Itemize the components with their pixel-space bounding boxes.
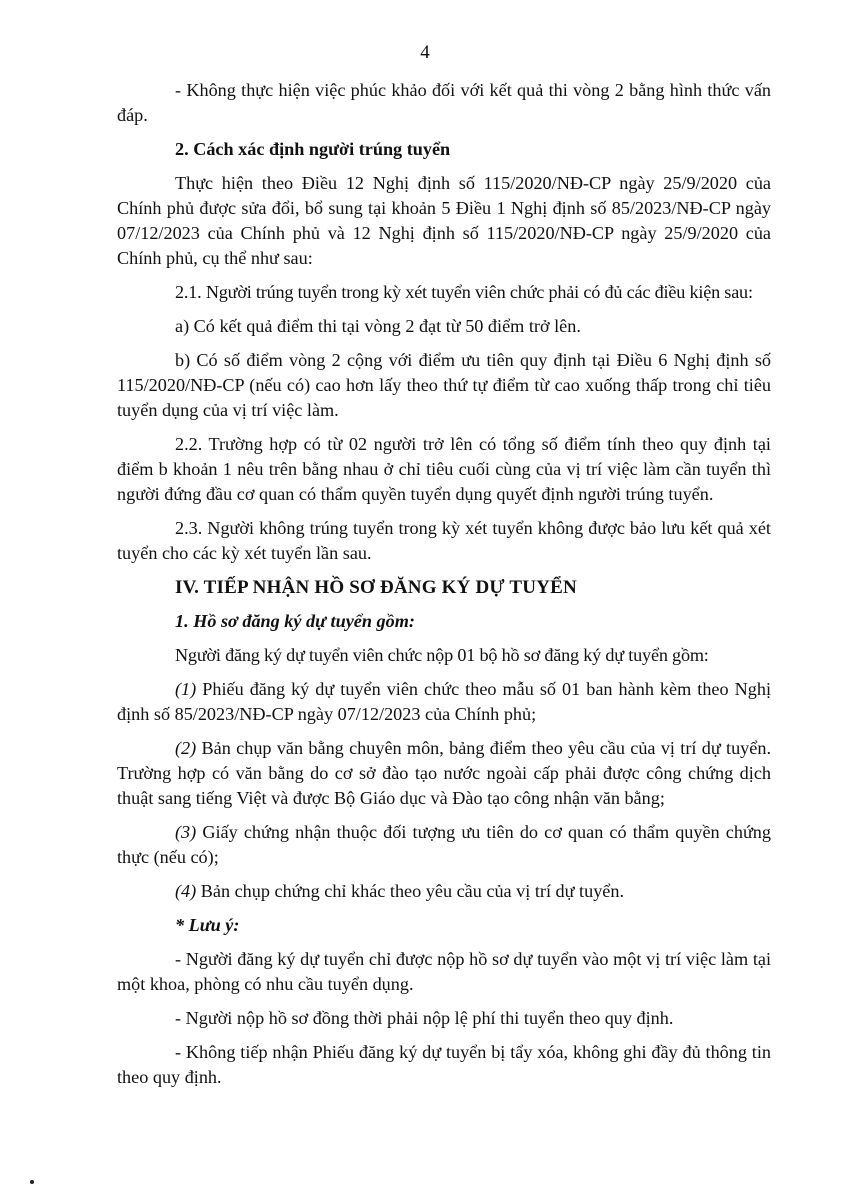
heading-application-docs: 1. Hồ sơ đăng ký dự tuyển gồm: xyxy=(175,611,415,631)
heading-section-iv: IV. TIẾP NHẬN HỒ SƠ ĐĂNG KÝ DỰ TUYỂN xyxy=(175,577,577,598)
list-item-4-text: Bản chụp chứng chỉ khác theo yêu cầu của vị trí dự tuyển. xyxy=(196,881,625,901)
paragraph-2-3: 2.3. Người không trúng tuyển trong kỳ xét tuyển không được bảo lưu kết quả xét tuyển cho các kỳ xét tuyển lần sau. xyxy=(117,518,771,563)
paragraph-legal-basis: Thực hiện theo Điều 12 Nghị định số 115/2020/NĐ-CP ngày 25/9/2020 của Chính phủ được sửa đổi, bổ sung tại khoản 5 Điều 1 Nghị định số 85/2023/NĐ-CP ngày 07/12/2023 của Chính phủ và 12 Nghị định số 115/2020/NĐ-CP ngày 25/9/2020 của Chính phủ, cụ thể như sau: xyxy=(117,173,771,268)
list-item-4 xyxy=(117,879,771,904)
list-marker-2: (2) xyxy=(175,738,197,758)
paragraph-2-1: 2.1. Người trúng tuyển trong kỳ xét tuyển viên chức phải có đủ các điều kiện sau: xyxy=(175,282,753,302)
list-item-1 xyxy=(117,677,771,727)
document-body xyxy=(117,78,771,1099)
list-marker-3: (3) xyxy=(175,822,197,842)
list-marker-4: (4) xyxy=(175,881,197,901)
heading-winner-determination: 2. Cách xác định người trúng tuyển xyxy=(175,139,451,159)
paragraph-condition-a: a) Có kết quả điểm thi tại vòng 2 đạt từ 50 điểm trở lên. xyxy=(175,316,581,336)
page-number: 4 xyxy=(420,42,430,63)
paragraph-condition-b: b) Có số điểm vòng 2 cộng với điểm ưu tiên quy định tại Điều 6 Nghị định số 115/2020/NĐ-CP (nếu có) cao hơn lấy theo thứ tự điểm từ cao xuống thấp trong chỉ tiêu tuyển dụng của vị trí việc làm. xyxy=(117,350,771,420)
note-1: - Người đăng ký dự tuyển chỉ được nộp hồ sơ dự tuyển vào một vị trí việc làm tại một khoa, phòng có nhu cầu tuyển dụng. xyxy=(117,949,771,994)
note-2: - Người nộp hồ sơ đồng thời phải nộp lệ phí thi tuyển theo quy định. xyxy=(175,1008,674,1028)
heading-note: * Lưu ý: xyxy=(175,915,240,935)
paragraph-2-2: 2.2. Trường hợp có từ 02 người trở lên có tổng số điểm tính theo quy định tại điểm b khoản 1 nêu trên bằng nhau ở chỉ tiêu cuối cùng của vị trí việc làm cần tuyển thì người đứng đầu cơ quan có thẩm quyền tuyển dụng quyết định người trúng tuyển. xyxy=(117,434,771,504)
list-item-3-text: Giấy chứng nhận thuộc đối tượng ưu tiên do cơ quan có thẩm quyền chứng thực (nếu có); xyxy=(117,822,771,867)
note-3: - Không tiếp nhận Phiếu đăng ký dự tuyển bị tẩy xóa, không ghi đầy đủ thông tin theo quy định. xyxy=(117,1042,771,1087)
list-item-1-text: Phiếu đăng ký dự tuyển viên chức theo mẫu số 01 ban hành kèm theo Nghị định số 85/2023/NĐ-CP ngày 07/12/2023 của Chính phủ; xyxy=(117,679,771,724)
list-item-3 xyxy=(117,820,771,870)
list-marker-1: (1) xyxy=(175,679,197,699)
paragraph-application-intro: Người đăng ký dự tuyển viên chức nộp 01 bộ hồ sơ đăng ký dự tuyển gồm: xyxy=(175,645,709,665)
scan-mark xyxy=(30,1180,34,1184)
list-item-2-text: Bản chụp văn bằng chuyên môn, bảng điểm theo yêu cầu của vị trí dự tuyển. Trường hợp có văn bằng do cơ sở đào tạo nước ngoài cấp phải được công chứng dịch thuật sang tiếng Việt và được Bộ Giáo dục và Đào tạo công nhận văn bằng; xyxy=(117,738,771,808)
list-item-2 xyxy=(117,736,771,811)
paragraph-no-review: - Không thực hiện việc phúc khảo đối với kết quả thi vòng 2 bằng hình thức vấn đáp. xyxy=(117,80,771,125)
